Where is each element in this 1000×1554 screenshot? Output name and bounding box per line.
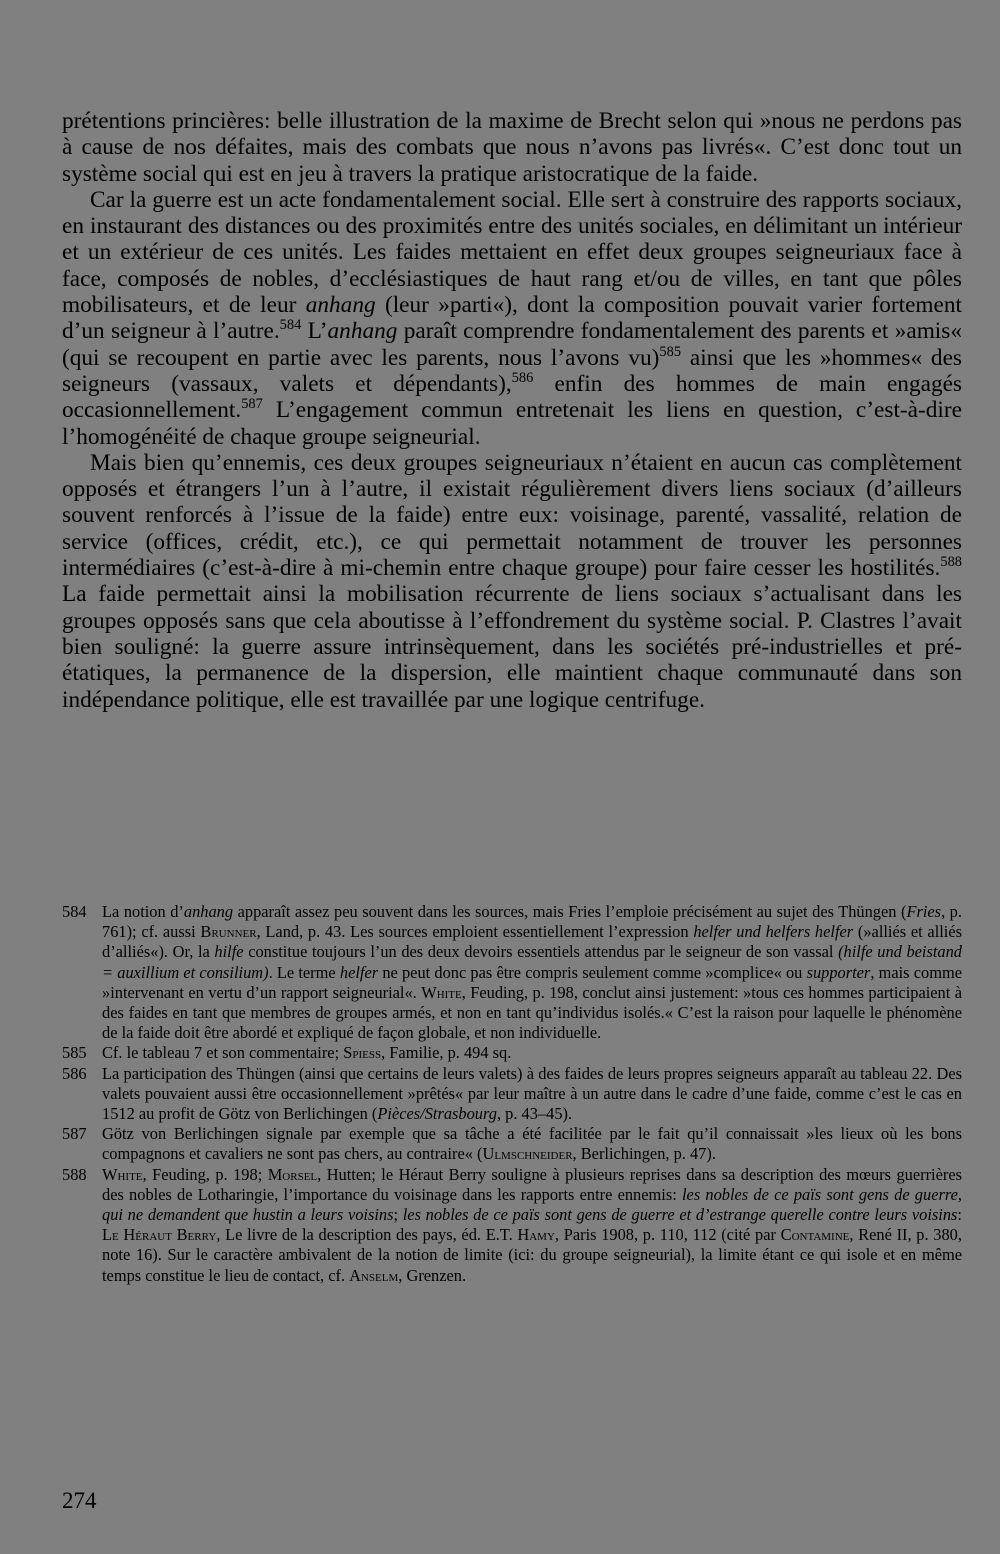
- italic-term: (hilfe und beistand = auxillium et consilium): [102, 942, 963, 982]
- paragraph-1: [62, 108, 962, 187]
- footnote-585: [62, 1043, 962, 1063]
- paragraph-2: [62, 187, 962, 450]
- footnote-ref[interactable]: 584: [279, 317, 302, 334]
- paragraph-3: [62, 450, 962, 713]
- text-run: , p. 761); cf. aussi: [102, 902, 962, 942]
- text-run: apparaît assez peu souvent dans les sources, mais Fries l’emploie précisément au sujet des Thüngen (: [237, 902, 907, 921]
- author-name: White: [421, 982, 462, 1002]
- footnotes: [62, 902, 962, 1286]
- text-run: prétentions princières: belle illustration de la maxime de Brecht selon qui »nous ne perdons pas à cause de nos défaites, mais des combats que nous n’avons pas livrés«. C’est donc tout un système social qui est en jeu à travers la pratique aristocratique de la faide.: [62, 108, 962, 187]
- text-run: , Feuding, p. 198;: [142, 1164, 263, 1184]
- footnote-ref[interactable]: 585: [659, 343, 682, 360]
- footnote-number: 588: [62, 1164, 87, 1184]
- footnote-number: 585: [62, 1043, 87, 1063]
- italic-term: anhang: [305, 292, 376, 319]
- text-run: , Land, p. 43. Les sources emploient essentiellement l’expression: [256, 922, 689, 942]
- author-name: Anselm: [349, 1265, 399, 1285]
- text-run: (leur »parti«), dont la composition pouvait varier fortement d’un seigneur à l’autre.: [62, 292, 963, 345]
- page-number: 274: [62, 1488, 97, 1513]
- footnote-ref[interactable]: 587: [241, 396, 263, 413]
- text-run: Mais bien qu’ennemis, ces deux groupes seigneuriaux n’étaient en aucun cas complètement opposés et étrangers l’un à l’autre, il existait régulièrement divers liens sociaux (d’ailleurs souvent renforcés à l’issue de la faide) entre eux: voisinage, parenté, vassalité, relation de service (offices, crédit, etc.), ce qui permettait notamment de trouver les personnes intermédiaires (c’est-à-dire à mi-chemin entre chaque groupe) pour faire cesser les hostilités.: [62, 449, 962, 582]
- text-run: Cf. le tableau 7 et son commentaire;: [102, 1043, 340, 1063]
- text-run: La faide permettait ainsi la mobilisation récurrente de liens sociaux s’actualisant dans les groupes opposés sans que cela aboutisse à l’effondrement du système social. P. Clastres l’avait bien souligné: la guerre assure intrinsèquement, dans les sociétés pré-industrielles et pré-étatiques, la permanence de la dispersion, elle maintient chaque communauté dans son indépendance politique, elle est travaillée par une logique centrifuge.: [62, 581, 962, 713]
- text-run: L’engagement commun entretenait les liens en question, c’est-à-dire l’homogénéité de chaque groupe seigneurial.: [62, 397, 962, 450]
- footnote-number: 584: [62, 902, 87, 921]
- text-run: Car la guerre est un acte fondamentalement social. Elle sert à construire des rapports sociaux, en instaurant des distances ou des proximités entre des unités sociales, en délimitant un intérieur et un extérieur de ces unités. Les faides mettaient en effet deux groupes seigneuriaux face à face, composés de nobles, d’ecclésiastiques de haut rang et/ou de villes, en tant que pôles mobilisateurs, et de leur: [62, 186, 962, 319]
- footnote-588: [62, 1165, 962, 1286]
- text-run: , Paris 1908, p. 110, 112 (cité par: [554, 1225, 776, 1245]
- italic-term: anhang: [183, 902, 234, 921]
- italic-quote: les nobles de ce païs sont gens de guerre, qui ne demandent que hustin a leurs voisins: [102, 1184, 962, 1225]
- footnote-587: [62, 1124, 962, 1164]
- text-run: paraît comprendre fondamentalement des parents et »amis« (qui se recoupent en partie avec les parents, nous l’avons vu): [62, 318, 962, 371]
- author-name: Le Héraut Berry: [102, 1225, 217, 1245]
- text-run: , Grenzen.: [398, 1265, 467, 1285]
- italic-term: Fries: [906, 902, 942, 921]
- footnote-ref[interactable]: 586: [511, 370, 534, 387]
- italic-term: helfer: [339, 962, 379, 982]
- text-run: (»alliés et alliés d’alliés«). Or, la: [102, 922, 963, 962]
- text-run: , Familie, p. 494 sq.: [381, 1043, 512, 1063]
- footnote-ref[interactable]: 588: [940, 554, 962, 571]
- text-run: ne peut donc pas être compris seulement comme »complice« ou: [382, 962, 803, 982]
- main-text: [62, 108, 962, 713]
- author-name: Morsel: [267, 1164, 318, 1184]
- text-run: , Feuding, p. 198, conclut ainsi justement: »tous ces hommes participaient à des faides en tant que membres de groupes armés, et non en tant qu’individus isolés.« C’est la raison pour laquelle le phénomène de la faide doit être abordé et expliqué de façon globale, et non individuelle.: [102, 982, 962, 1043]
- author-name: Spiess: [343, 1043, 382, 1063]
- text-run: , p. 43–45).: [496, 1104, 573, 1124]
- text-run: , Hutten; le Héraut Berry souligne à plusieurs reprises dans sa description des mœurs guerrières des nobles de Lotharingie, l’importance du voisinage dans les rapports entre ennemis:: [102, 1164, 962, 1204]
- text-run: ;: [393, 1205, 399, 1225]
- text-run: Götz von Berlichingen signale par exemple que sa tâche a été facilitée par le fait qu’il connaissait »les lieux où les bons compagnons et cavaliers ne sont pas chers, au contraire« (: [102, 1124, 962, 1164]
- text-run: La notion d’: [102, 902, 184, 921]
- author-name: Contamine: [780, 1225, 850, 1245]
- author-name: White: [102, 1164, 143, 1184]
- italic-term: supporter: [806, 962, 871, 982]
- author-name: Ulmschneider: [482, 1144, 573, 1164]
- text-run: L’: [307, 318, 328, 345]
- author-name: Hamy: [517, 1225, 555, 1245]
- text-run: , Berlichingen, p. 47).: [572, 1144, 716, 1164]
- italic-quote: les nobles de ce païs sont gens de guerre et d’estrange querelle contre leurs voisins: [402, 1205, 958, 1225]
- footnote-586: [62, 1064, 962, 1125]
- italic-term: anhang: [327, 318, 398, 345]
- text-run: ainsi que les »hommes« des seigneurs (vassaux, valets et dépendants),: [62, 344, 962, 397]
- text-run: , René II, p. 380, note 16). Sur le caractère ambivalent de la notion de limite (ici: du groupe seigneurial), la limite étant ce qui isole et en même temps constitue le lieu de contact, cf.: [102, 1225, 962, 1285]
- text-run: . Le terme: [268, 962, 336, 982]
- text-run: enfin des hommes de main engagés occasionnellement.: [62, 370, 962, 424]
- text-run: , Le livre de la description des pays, éd. E.T.: [216, 1225, 513, 1245]
- footnote-584: [62, 902, 962, 1043]
- footnote-number: 587: [62, 1124, 87, 1144]
- text-run: , mais comme »intervenant en vertu d’un rapport seigneurial«.: [102, 962, 962, 1002]
- footnote-number: 586: [62, 1063, 87, 1083]
- author-name: Brunner: [200, 922, 257, 942]
- italic-term: Pièces/Strasbourg: [377, 1104, 497, 1124]
- text-run: :: [957, 1205, 962, 1225]
- italic-term: hilfe: [214, 942, 244, 962]
- italic-term: helfer und helfers helfer: [693, 922, 854, 942]
- text-run: constitue toujours l’un des deux devoirs essentiels attendus par le seigneur de son vassal: [248, 942, 834, 962]
- text-run: La participation des Thüngen (ainsi que certains de leurs valets) à des faides de leurs propres seigneurs apparaît au tableau 22. Des valets pouvaient aussi être occasionnellement »prêtés« par leur maître à un autre dans le cadre d’une faide, comme c’est le cas en 1512 au profit de Götz von Berlichingen (: [102, 1063, 962, 1124]
